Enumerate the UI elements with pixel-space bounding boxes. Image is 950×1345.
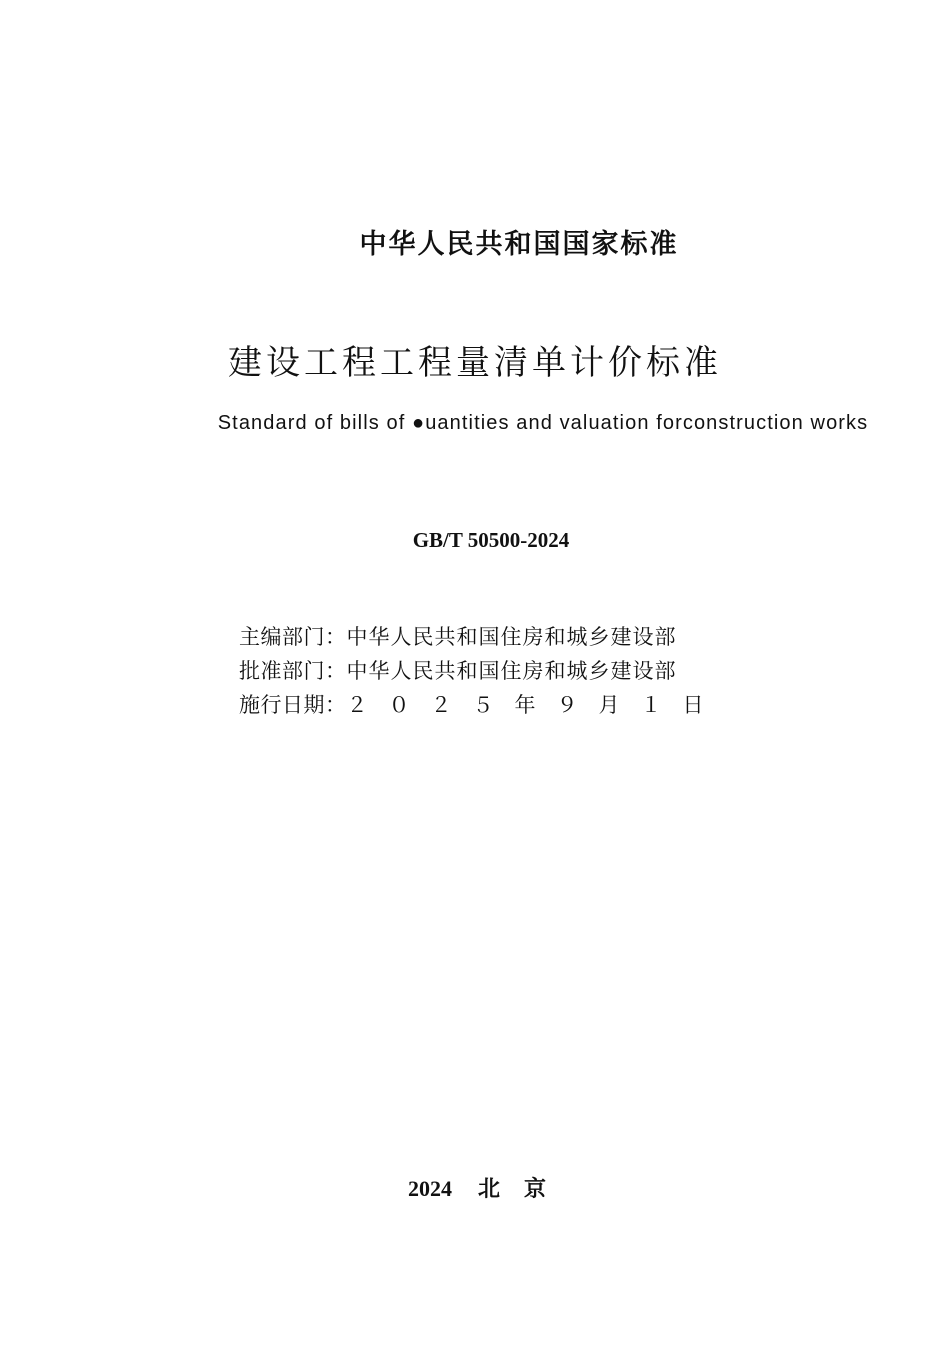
standard-meta-block [239,620,704,722]
national-standard-heading: 中华人民共和国国家标准 [359,229,679,260]
approver-department-label: 批准部门： [239,659,347,683]
effective-date-value: ２ ０ ２ ５ 年 ９ 月 １ 日 [346,693,704,717]
editor-department-value: 中华人民共和国住房和城乡建设部 [346,625,677,649]
standard-title-english: Standard of bills of ●uantities and valuation forconstruction works [217,412,869,434]
effective-date-row [239,688,704,722]
approver-department-row [239,654,704,688]
publication-year: 2024 [407,1176,452,1201]
editor-department-label: 主编部门： [239,625,347,649]
publication-footer [0,1172,950,1203]
standard-title-chinese: 建设工程工程量清单计价标准 [228,343,722,383]
effective-date-label: 施行日期： [239,693,347,717]
standard-number: GB/T 50500-2024 [412,528,570,552]
approver-department-value: 中华人民共和国住房和城乡建设部 [346,659,677,683]
publication-city: 北京 [477,1177,570,1202]
editor-department-row [239,620,704,654]
